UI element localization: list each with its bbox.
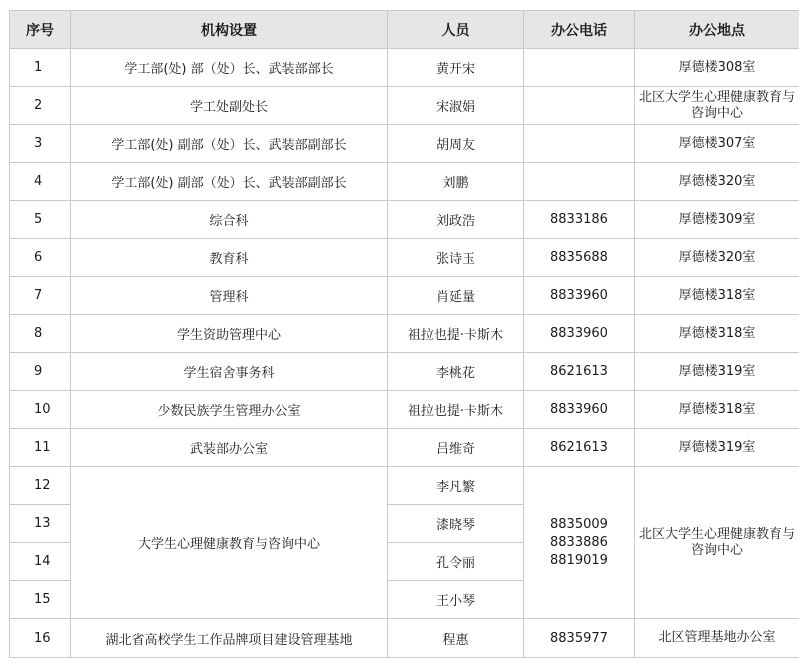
row-index: 1: [10, 49, 71, 87]
row-index: 12: [10, 467, 71, 505]
table-row: [10, 315, 799, 353]
row-location: 厚德楼320室: [635, 163, 799, 201]
row-person: 张诗玉: [388, 239, 524, 277]
row-index: 14: [10, 543, 71, 581]
group-phone: 8835009: [550, 516, 634, 534]
row-department: 学工处副处长: [71, 87, 388, 125]
row-person: 祖拉也提·卡斯木: [388, 391, 524, 429]
group-location: 北区大学生心理健康教育与咨询中心: [635, 467, 799, 619]
row-person: 李桃花: [388, 353, 524, 391]
row-phone: [524, 49, 635, 87]
row-location: 厚德楼318室: [635, 391, 799, 429]
row-location: 北区管理基地办公室: [635, 619, 799, 658]
row-index: 2: [10, 87, 71, 125]
table-row: [10, 429, 799, 467]
row-phone: 8833186: [524, 201, 635, 239]
row-index: 13: [10, 505, 71, 543]
table-row: [10, 163, 799, 201]
row-location: 厚德楼319室: [635, 429, 799, 467]
row-index: 16: [10, 619, 71, 658]
row-department: 武装部办公室: [71, 429, 388, 467]
row-phone: 8833960: [524, 315, 635, 353]
row-person: 吕维奇: [388, 429, 524, 467]
row-department: 学生资助管理中心: [71, 315, 388, 353]
group-phone: 8819019: [550, 552, 634, 570]
row-person: 祖拉也提·卡斯木: [388, 315, 524, 353]
row-location: 厚德楼320室: [635, 239, 799, 277]
table-row: [10, 239, 799, 277]
row-person: 刘政浩: [388, 201, 524, 239]
row-department: 湖北省高校学生工作品牌项目建设管理基地: [71, 619, 388, 658]
row-location: 厚德楼309室: [635, 201, 799, 239]
row-phone: [524, 125, 635, 163]
row-phone: 8621613: [524, 353, 635, 391]
row-department: 综合科: [71, 201, 388, 239]
row-person: 宋淑娟: [388, 87, 524, 125]
table-row: [10, 125, 799, 163]
row-index: 11: [10, 429, 71, 467]
row-person: 刘鹏: [388, 163, 524, 201]
row-phone: [524, 163, 635, 201]
table-row: [10, 49, 799, 87]
row-index: 8: [10, 315, 71, 353]
row-index: 6: [10, 239, 71, 277]
table-header-row: [10, 11, 799, 49]
header-person: 人员: [388, 11, 524, 49]
row-phone: 8833960: [524, 391, 635, 429]
group-department: 大学生心理健康教育与咨询中心: [71, 467, 388, 619]
row-index: 10: [10, 391, 71, 429]
row-person: 漆晓琴: [388, 505, 524, 543]
row-department: 学生宿舍事务科: [71, 353, 388, 391]
row-department: 学工部(处) 副部（处）长、武装部副部长: [71, 163, 388, 201]
table-row: [10, 87, 799, 125]
table-body: [10, 49, 799, 658]
row-person: 李凡繁: [388, 467, 524, 505]
header-index: 序号: [10, 11, 71, 49]
row-index: 5: [10, 201, 71, 239]
row-index: 9: [10, 353, 71, 391]
row-index: 3: [10, 125, 71, 163]
row-person: 肖延量: [388, 277, 524, 315]
row-location: 厚德楼318室: [635, 315, 799, 353]
row-location: 北区大学生心理健康教育与咨询中心: [635, 87, 799, 125]
row-department: 学工部(处) 副部（处）长、武装部副部长: [71, 125, 388, 163]
row-phone: 8621613: [524, 429, 635, 467]
group-phones: [524, 467, 635, 619]
header-department: 机构设置: [71, 11, 388, 49]
row-person: 程惠: [388, 619, 524, 658]
row-person: 王小琴: [388, 581, 524, 619]
header-location: 办公地点: [635, 11, 799, 49]
row-phone: [524, 87, 635, 125]
table-row: [10, 391, 799, 429]
row-location: 厚德楼318室: [635, 277, 799, 315]
row-phone: 8835977: [524, 619, 635, 658]
row-person: 黄开宋: [388, 49, 524, 87]
row-department: 管理科: [71, 277, 388, 315]
table-row: [10, 277, 799, 315]
row-phone: 8835688: [524, 239, 635, 277]
table-row: [10, 619, 799, 658]
row-phone: 8833960: [524, 277, 635, 315]
row-index: 4: [10, 163, 71, 201]
row-person: 胡周友: [388, 125, 524, 163]
row-department: 学工部(处) 部（处）长、武装部部长: [71, 49, 388, 87]
row-department: 少数民族学生管理办公室: [71, 391, 388, 429]
table-row: [10, 201, 799, 239]
staff-directory-table: [9, 10, 799, 658]
row-location: 厚德楼319室: [635, 353, 799, 391]
group-phone: 8833886: [550, 534, 634, 552]
row-department: 教育科: [71, 239, 388, 277]
row-location: 厚德楼308室: [635, 49, 799, 87]
row-location: 厚德楼307室: [635, 125, 799, 163]
row-person: 孔令丽: [388, 543, 524, 581]
row-index: 15: [10, 581, 71, 619]
table-row: [10, 467, 799, 505]
table-row: [10, 353, 799, 391]
row-index: 7: [10, 277, 71, 315]
header-phone: 办公电话: [524, 11, 635, 49]
